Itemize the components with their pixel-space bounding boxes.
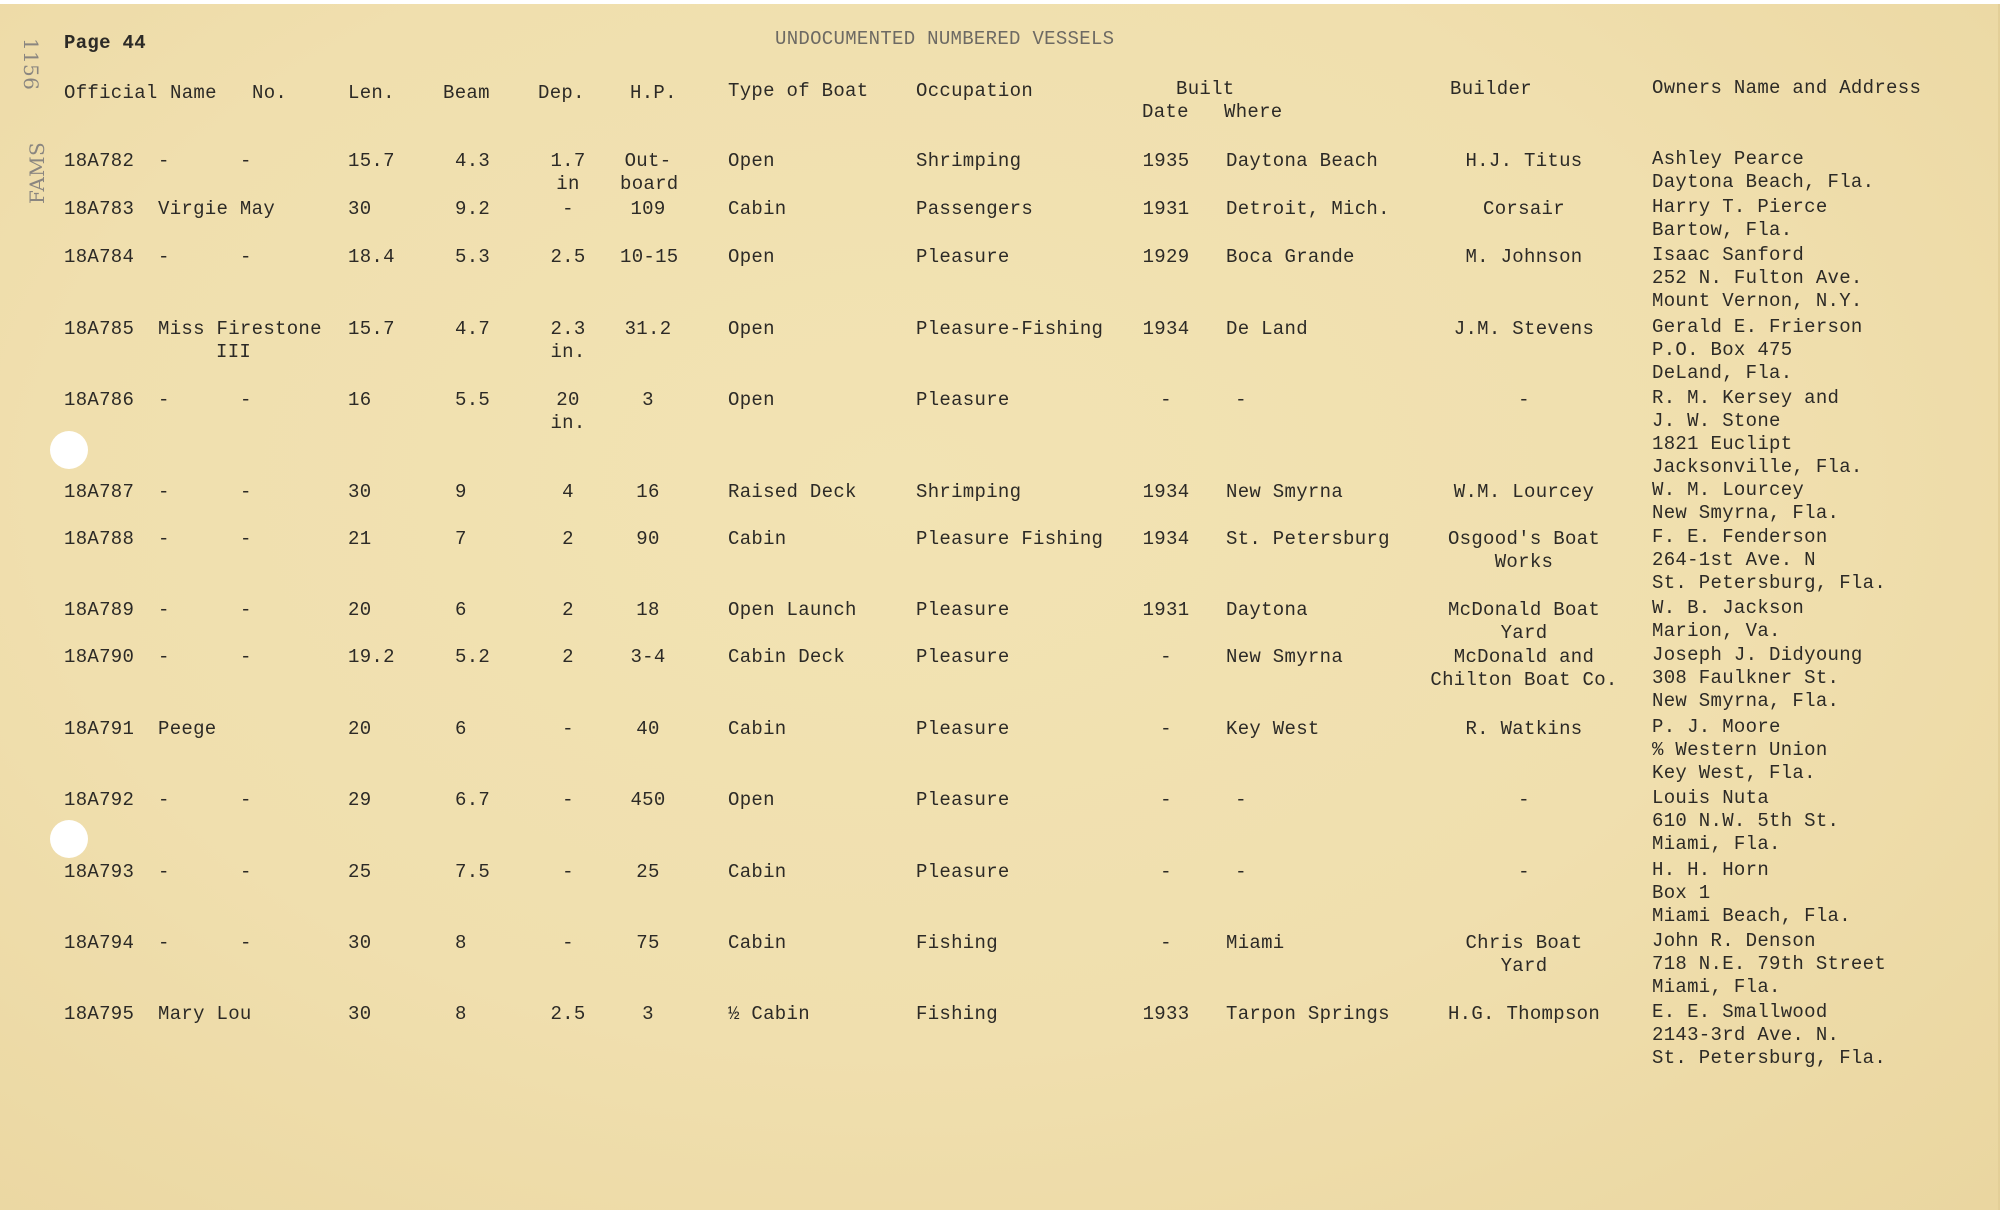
cell-horsepower: 18: [636, 599, 660, 621]
cell-beam: 5.2: [455, 646, 491, 668]
cell-beam: 8: [455, 932, 467, 954]
cell-vessel-no: -: [240, 246, 252, 268]
cell-vessel-name: Miss Firestone: [158, 318, 322, 340]
cell-beam: 4.7: [455, 318, 491, 340]
cell-length: 21: [348, 528, 372, 550]
cell-owner: St. Petersburg, Fla.: [1652, 572, 1887, 594]
cell-vessel-name: -: [158, 528, 170, 550]
cell-length: 30: [348, 481, 372, 503]
cell-owner: Daytona Beach, Fla.: [1652, 171, 1875, 193]
record-card: [0, 4, 2000, 1210]
cell-official-number: 18A794: [64, 932, 135, 954]
cell-owner: Ashley Pearce: [1652, 148, 1805, 170]
cell-vessel-name: -: [158, 246, 170, 268]
cell-owner: Miami, Fla.: [1652, 833, 1781, 855]
cell-built-date: 1933: [1142, 1003, 1190, 1025]
cell-built-where: Key West: [1226, 718, 1320, 740]
cell-built-date: -: [1160, 861, 1172, 883]
cell-length: 25: [348, 861, 372, 883]
cell-boat-type: Cabin: [728, 861, 787, 883]
cell-vessel-no: -: [240, 528, 252, 550]
header-date: Date: [1142, 101, 1189, 123]
header-built: Built: [1176, 78, 1235, 100]
cell-length: 15.7: [348, 318, 395, 340]
cell-depth: 2: [562, 599, 574, 621]
cell-built-date: 1934: [1142, 318, 1190, 340]
cell-builder: Yard: [1500, 955, 1548, 977]
cell-boat-type: Cabin: [728, 932, 787, 954]
cell-vessel-name: Mary Lou: [158, 1003, 252, 1025]
cell-depth: 20: [556, 389, 580, 411]
margin-note-initials: FAMS: [25, 142, 49, 204]
cell-builder: W.M. Lourcey: [1453, 481, 1595, 503]
cell-occupation: Pleasure: [916, 789, 1010, 811]
header-official: Official: [64, 82, 158, 104]
cell-owner: Bartow, Fla.: [1652, 219, 1793, 241]
cell-beam: 5.3: [455, 246, 491, 268]
cell-builder: Corsair: [1483, 198, 1565, 220]
cell-owner: P. J. Moore: [1652, 716, 1781, 738]
cell-boat-type: Cabin: [728, 528, 787, 550]
cell-depth: -: [562, 718, 574, 740]
header-where: Where: [1224, 101, 1283, 123]
cell-official-number: 18A782: [64, 150, 135, 172]
cell-built-date: 1934: [1142, 481, 1190, 503]
cell-built-date: -: [1160, 718, 1172, 740]
cell-built-where: Daytona Beach: [1226, 150, 1379, 172]
cell-vessel-no: -: [240, 481, 252, 503]
cell-builder: -: [1518, 389, 1530, 411]
cell-vessel-name: -: [158, 861, 170, 883]
cell-boat-type: Open: [728, 246, 775, 268]
cell-vessel-no: -: [240, 789, 252, 811]
cell-depth: -: [562, 932, 574, 954]
cell-vessel-name: -: [158, 150, 170, 172]
cell-horsepower: 10-15: [620, 246, 679, 268]
cell-vessel-no: -: [240, 646, 252, 668]
cell-boat-type: Open: [728, 389, 775, 411]
header-beam: Beam: [443, 82, 490, 104]
cell-built-where: New Smyrna: [1226, 646, 1344, 668]
cell-owner: R. M. Kersey and: [1652, 387, 1840, 409]
cell-depth: 2.5: [550, 246, 586, 268]
cell-official-number: 18A789: [64, 599, 135, 621]
cell-builder: R. Watkins: [1465, 718, 1583, 740]
cell-official-number: 18A785: [64, 318, 135, 340]
cell-owner: 2143-3rd Ave. N.: [1652, 1024, 1840, 1046]
cell-built-where: Tarpon Springs: [1226, 1003, 1390, 1025]
cell-length: 16: [348, 389, 372, 411]
cell-boat-type: Raised Deck: [728, 481, 857, 503]
cell-built-date: 1929: [1142, 246, 1190, 268]
header-no: No.: [252, 82, 288, 104]
cell-built-where: St. Petersburg: [1226, 528, 1390, 550]
cell-horsepower: 31.2: [624, 318, 672, 340]
cell-official-number: 18A783: [64, 198, 135, 220]
cell-horsepower: 3: [642, 1003, 654, 1025]
cell-owner: Box 1: [1652, 882, 1711, 904]
cell-official-number: 18A791: [64, 718, 135, 740]
cell-depth: 1.7: [550, 150, 586, 172]
page-number: Page 44: [64, 32, 146, 54]
cell-built-where: -: [1235, 861, 1247, 883]
cell-owner: 308 Faulkner St.: [1652, 667, 1840, 689]
cell-beam: 8: [455, 1003, 467, 1025]
punch-hole: [50, 820, 88, 858]
cell-boat-type: Open Launch: [728, 599, 857, 621]
cell-occupation: Pleasure: [916, 599, 1010, 621]
cell-vessel-no: -: [240, 150, 252, 172]
cell-beam: 7.5: [455, 861, 491, 883]
cell-builder: H.J. Titus: [1465, 150, 1583, 172]
cell-vessel-name: -: [158, 932, 170, 954]
cell-horsepower: 3: [642, 389, 654, 411]
cell-horsepower: 40: [636, 718, 660, 740]
cell-built-date: -: [1160, 389, 1172, 411]
cell-built-date: 1934: [1142, 528, 1190, 550]
cell-length: 30: [348, 1003, 372, 1025]
header-hp: H.P.: [630, 82, 677, 104]
cell-horsepower: 25: [636, 861, 660, 883]
cell-vessel-name: Peege: [158, 718, 217, 740]
cell-owner: Gerald E. Frierson: [1652, 316, 1863, 338]
cell-builder: Yard: [1500, 622, 1548, 644]
cell-builder: Chilton Boat Co.: [1430, 669, 1618, 691]
header-len: Len.: [348, 82, 395, 104]
cell-horsepower: 3-4: [630, 646, 666, 668]
cell-builder: Chris Boat: [1465, 932, 1583, 954]
cell-builder: McDonald Boat: [1447, 599, 1601, 621]
header-builder: Builder: [1450, 78, 1532, 100]
cell-owner: 264-1st Ave. N: [1652, 549, 1816, 571]
cell-horsepower: Out-: [624, 150, 672, 172]
cell-owner: St. Petersburg, Fla.: [1652, 1047, 1887, 1069]
cell-official-number: 18A788: [64, 528, 135, 550]
cell-beam: 9.2: [455, 198, 491, 220]
cell-depth: -: [562, 861, 574, 883]
cell-boat-type: ½ Cabin: [728, 1003, 810, 1025]
cell-depth: 2: [562, 646, 574, 668]
cell-length: 29: [348, 789, 372, 811]
cell-owner: Mount Vernon, N.Y.: [1652, 290, 1863, 312]
cell-vessel-name: -: [158, 646, 170, 668]
cell-beam: 6: [455, 718, 467, 740]
cell-owner: New Smyrna, Fla.: [1652, 502, 1840, 524]
cell-builder: H.G. Thompson: [1447, 1003, 1601, 1025]
cell-horsepower: 75: [636, 932, 660, 954]
cell-built-date: -: [1160, 646, 1172, 668]
cell-built-where: -: [1235, 789, 1247, 811]
cell-official-number: 18A793: [64, 861, 135, 883]
cell-depth: 2.5: [550, 1003, 586, 1025]
cell-built-where: -: [1235, 389, 1247, 411]
cell-occupation: Pleasure: [916, 861, 1010, 883]
cell-owner: Miami, Fla.: [1652, 976, 1781, 998]
cell-beam: 6.7: [455, 789, 491, 811]
cell-length: 20: [348, 718, 372, 740]
cell-official-number: 18A787: [64, 481, 135, 503]
cell-occupation: Pleasure-Fishing: [916, 318, 1104, 340]
header-dep: Dep.: [538, 82, 585, 104]
cell-occupation: Fishing: [916, 1003, 998, 1025]
header-name: Name: [170, 82, 217, 104]
cell-depth: 2: [562, 528, 574, 550]
cell-depth: -: [562, 198, 574, 220]
cell-owner: Isaac Sanford: [1652, 244, 1805, 266]
cell-owner: 1821 Euclipt: [1652, 433, 1793, 455]
cell-vessel-no: -: [240, 389, 252, 411]
cell-horsepower: board: [620, 173, 679, 195]
cell-owner: W. M. Lourcey: [1652, 479, 1805, 501]
header-owner: Owners Name and Address: [1652, 77, 1922, 99]
cell-boat-type: Open: [728, 150, 775, 172]
cell-official-number: 18A795: [64, 1003, 135, 1025]
cell-length: 30: [348, 932, 372, 954]
cell-built-date: 1931: [1142, 599, 1190, 621]
cell-built-where: Daytona: [1226, 599, 1308, 621]
cell-occupation: Pleasure: [916, 246, 1010, 268]
cell-built-where: Detroit, Mich.: [1226, 198, 1390, 220]
cell-owner: H. H. Horn: [1652, 859, 1770, 881]
cell-builder: McDonald and: [1453, 646, 1595, 668]
cell-owner: % Western Union: [1652, 739, 1828, 761]
cell-built-where: Boca Grande: [1226, 246, 1355, 268]
cell-builder: Osgood's Boat: [1447, 528, 1601, 550]
cell-owner: J. W. Stone: [1652, 410, 1781, 432]
cell-boat-type: Cabin: [728, 718, 787, 740]
cell-owner: New Smyrna, Fla.: [1652, 690, 1840, 712]
cell-horsepower: 109: [630, 198, 666, 220]
cell-vessel-no: -: [240, 599, 252, 621]
cell-occupation: Pleasure: [916, 718, 1010, 740]
cell-owner: 610 N.W. 5th St.: [1652, 810, 1840, 832]
cell-official-number: 18A784: [64, 246, 135, 268]
cell-length: 18.4: [348, 246, 395, 268]
cell-vessel-name: -: [158, 389, 170, 411]
header-type: Type of Boat: [728, 80, 869, 102]
cell-depth: in.: [550, 412, 586, 434]
cell-length: 20: [348, 599, 372, 621]
cell-vessel-name: III: [216, 341, 252, 363]
cell-beam: 9: [455, 481, 467, 503]
cell-boat-type: Open: [728, 789, 775, 811]
cell-official-number: 18A790: [64, 646, 135, 668]
cell-occupation: Pleasure: [916, 389, 1010, 411]
cell-vessel-name: -: [158, 789, 170, 811]
cell-occupation: Fishing: [916, 932, 998, 954]
cell-owner: W. B. Jackson: [1652, 597, 1805, 619]
cell-owner: DeLand, Fla.: [1652, 362, 1793, 384]
cell-owner: Miami Beach, Fla.: [1652, 905, 1851, 927]
cell-beam: 6: [455, 599, 467, 621]
cell-owner: John R. Denson: [1652, 930, 1816, 952]
cell-official-number: 18A792: [64, 789, 135, 811]
cell-horsepower: 90: [636, 528, 660, 550]
cell-depth: in: [556, 173, 580, 195]
header-occupation: Occupation: [916, 80, 1034, 102]
cell-beam: 7: [455, 528, 467, 550]
cell-occupation: Shrimping: [916, 481, 1022, 503]
cell-vessel-name: -: [158, 481, 170, 503]
cell-occupation: Shrimping: [916, 150, 1022, 172]
cell-occupation: Pleasure Fishing: [916, 528, 1104, 550]
cell-owner: Joseph J. Didyoung: [1652, 644, 1863, 666]
margin-note-number: 1156: [19, 38, 43, 91]
cell-owner: Louis Nuta: [1652, 787, 1770, 809]
cell-builder: M. Johnson: [1465, 246, 1583, 268]
cell-built-where: De Land: [1226, 318, 1308, 340]
cell-built-where: Miami: [1226, 932, 1285, 954]
cell-builder: J.M. Stevens: [1453, 318, 1595, 340]
cell-built-date: 1935: [1142, 150, 1190, 172]
cell-vessel-name: Virgie May: [158, 198, 276, 220]
cell-length: 30: [348, 198, 372, 220]
cell-vessel-name: -: [158, 599, 170, 621]
cell-boat-type: Open: [728, 318, 775, 340]
cell-beam: 4.3: [455, 150, 491, 172]
cell-built-date: 1931: [1142, 198, 1190, 220]
cell-length: 19.2: [348, 646, 395, 668]
cell-vessel-no: -: [240, 932, 252, 954]
cell-built-where: New Smyrna: [1226, 481, 1344, 503]
cell-length: 15.7: [348, 150, 395, 172]
punch-hole: [50, 431, 88, 469]
cell-beam: 5.5: [455, 389, 491, 411]
cell-occupation: Passengers: [916, 198, 1034, 220]
cell-owner: F. E. Fenderson: [1652, 526, 1828, 548]
cell-builder: Works: [1494, 551, 1554, 573]
cell-horsepower: 16: [636, 481, 660, 503]
cell-depth: 4: [562, 481, 574, 503]
cell-depth: in.: [550, 341, 586, 363]
cell-owner: 252 N. Fulton Ave.: [1652, 267, 1863, 289]
cell-horsepower: 450: [630, 789, 666, 811]
cell-depth: -: [562, 789, 574, 811]
cell-owner: Jacksonville, Fla.: [1652, 456, 1863, 478]
cell-boat-type: Cabin: [728, 198, 787, 220]
cell-builder: -: [1518, 789, 1530, 811]
cell-owner: P.O. Box 475: [1652, 339, 1793, 361]
cell-built-date: -: [1160, 789, 1172, 811]
cell-official-number: 18A786: [64, 389, 135, 411]
cell-owner: 718 N.E. 79th Street: [1652, 953, 1887, 975]
page-title: UNDOCUMENTED NUMBERED VESSELS: [775, 28, 1115, 50]
cell-owner: Marion, Va.: [1652, 620, 1781, 642]
cell-builder: -: [1518, 861, 1530, 883]
cell-depth: 2.3: [550, 318, 586, 340]
cell-vessel-no: -: [240, 861, 252, 883]
cell-owner: Key West, Fla.: [1652, 762, 1816, 784]
cell-occupation: Pleasure: [916, 646, 1010, 668]
cell-built-date: -: [1160, 932, 1172, 954]
cell-owner: E. E. Smallwood: [1652, 1001, 1828, 1023]
cell-boat-type: Cabin Deck: [728, 646, 846, 668]
cell-owner: Harry T. Pierce: [1652, 196, 1828, 218]
